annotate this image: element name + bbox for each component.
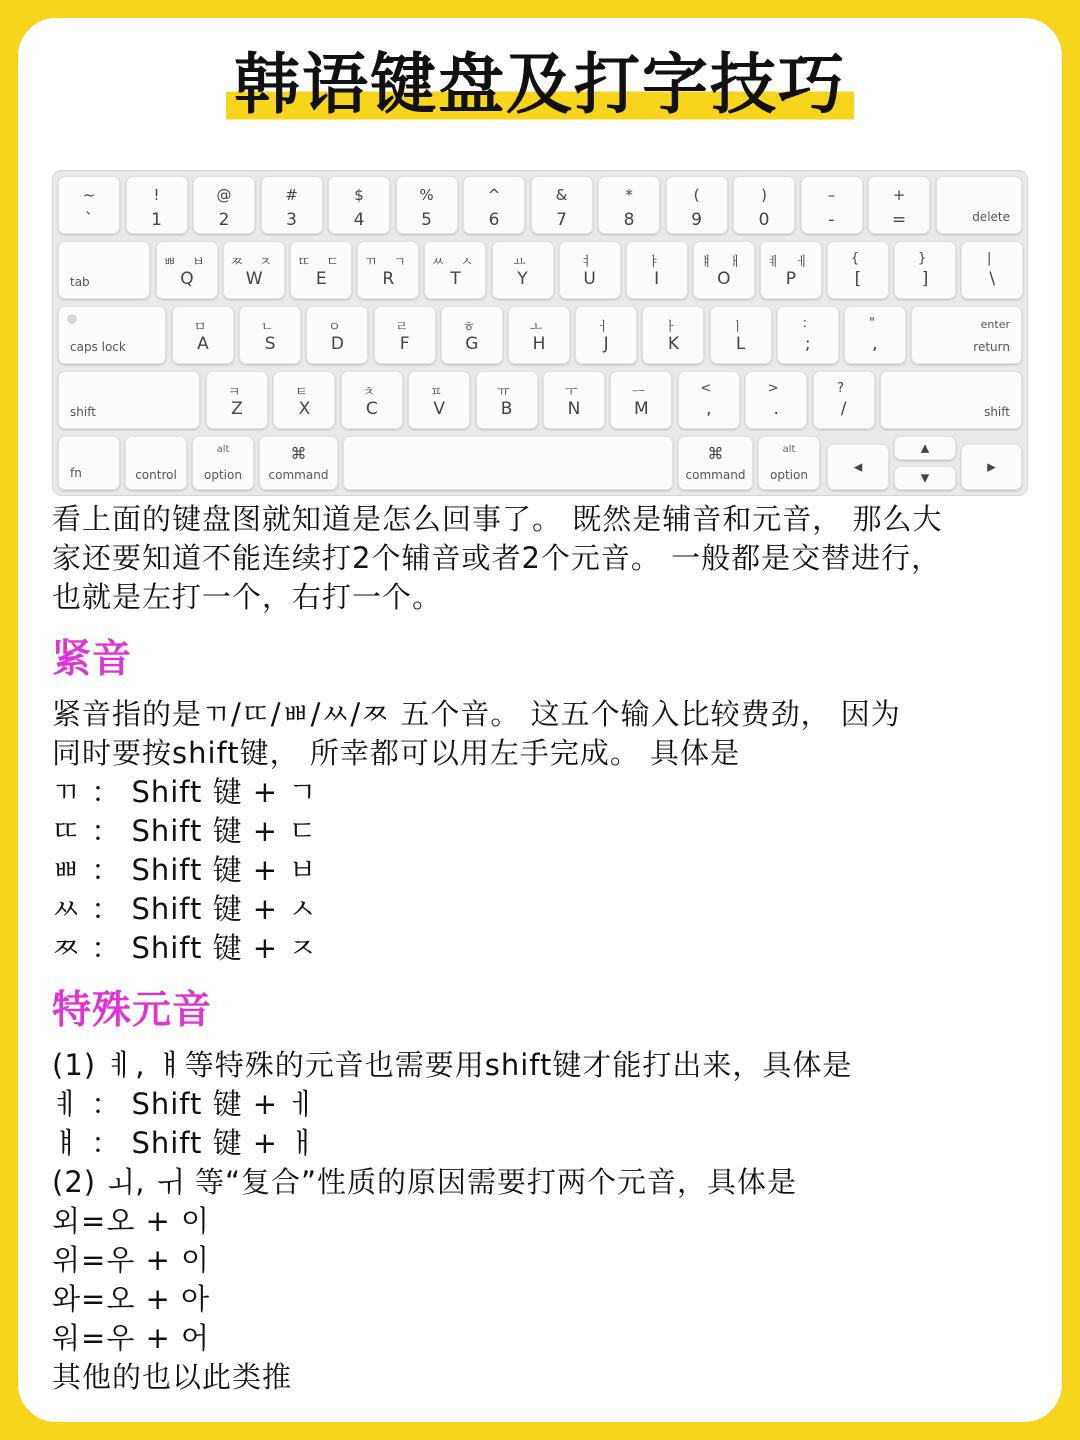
arrow-right-icon: ▶ <box>987 460 996 474</box>
key-hangul-label: ㅛ <box>513 255 532 270</box>
key-latin-label: N <box>567 399 581 419</box>
section2-line: 워=우 + 어 <box>52 1321 211 1355</box>
key-number <box>58 176 120 234</box>
key-hangul-label: ㅠ <box>497 385 516 400</box>
key-hangul-label: ㅓ <box>596 320 616 335</box>
key-letter <box>626 241 688 299</box>
key-latin-label: ; <box>804 334 811 354</box>
key-number <box>666 176 728 234</box>
key-letter <box>441 306 503 364</box>
key-hangul-label: { <box>850 251 866 266</box>
key-arrow-right <box>961 444 1022 490</box>
intro-line: 看上面的键盘图就知道是怎么回事了。 既然是辅音和元音， 那么大 <box>52 502 943 536</box>
key-hangul-label: " <box>869 316 881 331</box>
key-letter <box>745 371 807 429</box>
key-upper-label: @ <box>216 186 232 204</box>
key-latin-label: I <box>654 269 660 289</box>
key-number <box>868 176 930 234</box>
key-hangul-label: ㅖ ㅔ <box>767 255 815 270</box>
key-hangul-label: ㅆ ㅅ <box>431 255 480 270</box>
key-latin-label: C <box>365 399 378 419</box>
key-latin-label: J <box>603 334 609 354</box>
key-upper-label: % <box>419 186 434 204</box>
key-hangul-label: | <box>986 251 998 266</box>
key-lower-label: = <box>891 210 907 230</box>
key-letter <box>844 306 906 364</box>
intro-line: 也就是左打一个，右打一个。 <box>52 580 443 614</box>
key-lower-label: 3 <box>286 210 297 230</box>
section2-line: (1) ㅖ, ㅒ等特殊的元音也需要用shift键才能打出来，具体是 <box>52 1048 853 1082</box>
key-return <box>911 306 1022 364</box>
key-shift-left <box>58 371 200 429</box>
key-number <box>598 176 660 234</box>
key-arrow-down <box>894 466 956 490</box>
key-upper-label: * <box>625 186 633 204</box>
key-hangul-label: ㅣ <box>731 320 750 335</box>
key-upper-label: # <box>285 186 298 204</box>
key-latin-label: \ <box>989 269 996 289</box>
key-letter <box>777 306 839 364</box>
key-upper-label: + <box>892 186 906 204</box>
key-upper-label: ! <box>153 186 160 204</box>
key-letter <box>341 371 403 429</box>
section2-line: (2) ㅚ, ㅟ 等“复合”性质的原因需要打两个元音，具体是 <box>52 1165 798 1199</box>
key-latin-label: H <box>532 334 546 354</box>
arrow-down-icon: ▼ <box>920 471 930 485</box>
section2-line: 其他的也以此类推 <box>52 1360 293 1394</box>
key-hangul-label: ㅊ <box>362 385 382 400</box>
key-label: enter <box>980 318 1010 331</box>
key-command-right <box>678 436 753 490</box>
key-label: shift <box>70 405 96 419</box>
key-upper-label: & <box>555 186 568 204</box>
key-letter <box>710 306 772 364</box>
key-latin-label: Z <box>231 399 243 419</box>
key-label: alt <box>216 444 230 455</box>
key-number <box>733 176 795 234</box>
key-control <box>125 436 187 490</box>
key-space <box>343 436 673 490</box>
key-lower-label: 8 <box>623 210 635 230</box>
key-number <box>463 176 525 234</box>
section2-line: 위=우 + 이 <box>52 1243 211 1277</box>
key-hangul-label: ? <box>837 381 851 396</box>
key-caps-lock <box>58 306 166 364</box>
intro-line: 家还要知道不能连续打2个辅音或者2个元音。 一般都是交替进行， <box>52 541 942 575</box>
key-number <box>531 176 593 234</box>
rule-line: ㄲ ： Shift 键 + ㄱ <box>52 775 318 809</box>
key-latin-label: A <box>197 334 209 354</box>
key-number <box>261 176 323 234</box>
command-icon: ⌘ <box>290 444 307 463</box>
section2-line: ㅒ ： Shift 键 + ㅐ <box>52 1126 318 1160</box>
key-upper-label: ) <box>761 186 767 204</box>
key-hangul-label: ㄸ ㄷ <box>297 255 345 270</box>
key-letter <box>813 371 875 429</box>
key-label: caps lock <box>70 340 126 354</box>
key-latin-label: W <box>245 269 263 289</box>
key-label: shift <box>984 405 1010 419</box>
key-command-left <box>259 436 338 490</box>
key-hangul-label: } <box>917 251 933 266</box>
key-letter <box>290 241 352 299</box>
key-lower-label: 0 <box>758 210 770 230</box>
key-upper-label: ~ <box>82 186 96 204</box>
key-hangul-label: ㅗ <box>529 320 549 335</box>
key-hangul-label: ㅃ ㅂ <box>163 255 211 270</box>
section-title-tense: 紧音 <box>52 637 133 682</box>
key-latin-label: T <box>450 269 461 289</box>
rule-line: ㅆ ： Shift 键 + ㅅ <box>52 892 318 926</box>
key-latin-label: U <box>583 269 596 289</box>
key-number <box>328 176 390 234</box>
key-letter <box>172 306 234 364</box>
article-body <box>52 500 1032 1397</box>
key-latin-label: ] <box>921 269 929 289</box>
key-number <box>126 176 188 234</box>
key-letter <box>206 371 268 429</box>
key-label: option <box>204 468 242 482</box>
key-letter <box>543 371 605 429</box>
key-letter <box>678 371 740 429</box>
key-hangul-label: ㄲ ㄱ <box>364 255 412 270</box>
key-label: return <box>973 340 1010 354</box>
key-letter <box>492 241 554 299</box>
key-latin-label: [ <box>854 269 862 289</box>
key-fn <box>58 436 120 490</box>
key-lower-label: 5 <box>421 210 432 230</box>
key-hangul-label: ㅇ <box>328 320 347 335</box>
key-letter <box>306 306 368 364</box>
key-latin-label: V <box>433 399 445 419</box>
key-lower-label: 6 <box>488 210 500 230</box>
key-latin-label: L <box>735 334 746 354</box>
key-arrow-up <box>894 436 956 460</box>
command-icon: ⌘ <box>707 444 724 463</box>
key-hangul-label: ㅎ <box>462 320 482 335</box>
key-latin-label: P <box>785 269 797 289</box>
key-letter <box>239 306 301 364</box>
key-hangul-label: ㅜ <box>564 385 584 400</box>
title-wrap <box>0 44 1080 126</box>
key-hangul-label: ㄹ <box>395 320 414 335</box>
key-hangul-label: ㄴ <box>260 320 280 335</box>
key-letter <box>610 371 672 429</box>
key-letter <box>894 241 956 299</box>
key-hangul-label: ㅒ ㅐ <box>700 255 748 270</box>
key-latin-label: K <box>667 334 679 354</box>
key-lower-label: 4 <box>353 210 365 230</box>
key-label: command <box>685 468 746 482</box>
key-hangul-label: < <box>700 381 718 396</box>
key-hangul-label: ㅑ <box>647 255 666 270</box>
key-label: alt <box>782 444 796 455</box>
key-letter <box>575 306 637 364</box>
key-hangul-label: ㅕ <box>580 255 599 270</box>
section2-line: ㅖ ： Shift 键 + ㅔ <box>52 1087 318 1121</box>
key-latin-label: G <box>465 334 479 354</box>
key-upper-label: $ <box>354 186 364 204</box>
key-label: fn <box>70 466 82 480</box>
key-lower-label: ` <box>84 210 94 230</box>
key-latin-label: B <box>500 399 513 419</box>
key-latin-label: D <box>330 334 344 354</box>
key-letter <box>559 241 621 299</box>
key-latin-label: . <box>773 399 779 419</box>
key-latin-label: S <box>264 334 276 354</box>
key-tab <box>58 241 150 299</box>
key-number <box>801 176 863 234</box>
key-shift-right <box>880 371 1022 429</box>
key-latin-label: R <box>382 269 395 289</box>
key-letter <box>408 371 470 429</box>
key-arrow-left <box>827 444 889 490</box>
key-upper-label: – <box>827 186 836 204</box>
key-letter <box>760 241 822 299</box>
keyboard-image <box>52 170 1028 496</box>
key-latin-label: F <box>399 334 410 354</box>
key-lower-label: - <box>828 210 835 230</box>
key-option-right <box>758 436 820 490</box>
key-latin-label: , <box>706 399 712 419</box>
key-label: command <box>268 468 329 482</box>
key-lower-label: 1 <box>151 210 162 230</box>
key-letter <box>374 306 436 364</box>
key-hangul-label: ㅁ <box>193 320 213 335</box>
key-hangul-label: ㅏ <box>664 320 683 335</box>
key-upper-label: ( <box>693 186 700 204</box>
arrow-left-icon: ◀ <box>853 460 863 474</box>
key-letter <box>827 241 889 299</box>
page-title: 韩语键盘及打字技巧 <box>226 44 854 126</box>
section2-line: 외=오 + 이 <box>52 1204 211 1238</box>
section-title-special-vowels: 特殊元音 <box>52 988 213 1033</box>
key-lower-label: 2 <box>218 210 230 230</box>
key-latin-label: O <box>717 269 731 289</box>
key-letter <box>273 371 335 429</box>
key-letter <box>223 241 285 299</box>
key-label: tab <box>70 275 90 289</box>
key-letter <box>476 371 538 429</box>
arrow-up-icon: ▲ <box>920 441 930 455</box>
key-latin-label: / <box>840 399 847 419</box>
section1-text: 紧音指的是ㄲ/ㄸ/ㅃ/ㅆ/ㅉ 五个音。 这五个输入比较费劲， 因为 <box>52 697 901 731</box>
key-latin-label: Q <box>180 269 194 289</box>
key-letter <box>693 241 755 299</box>
key-hangul-label: : <box>802 316 813 331</box>
key-latin-label: , <box>872 334 878 354</box>
section2-line: 와=오 + 아 <box>52 1282 211 1316</box>
key-letter <box>357 241 419 299</box>
key-latin-label: M <box>634 399 649 419</box>
key-hangul-label: ㅌ <box>295 385 314 400</box>
key-hangul-label: ㅍ <box>429 385 449 400</box>
key-latin-label: E <box>315 269 327 289</box>
key-number <box>193 176 255 234</box>
caps-indicator <box>67 314 77 324</box>
key-lower-label: 9 <box>691 210 702 230</box>
rule-line: ㅉ ： Shift 键 + ㅈ <box>52 931 318 965</box>
section1-text: 同时要按shift键， 所幸都可以用左手完成。 具体是 <box>52 736 741 770</box>
key-delete <box>936 176 1023 234</box>
key-label: control <box>135 468 177 482</box>
key-latin-label: X <box>298 399 311 419</box>
key-letter <box>642 306 704 364</box>
key-letter <box>508 306 570 364</box>
key-hangul-label: ㅡ <box>632 385 651 400</box>
key-hangul-label: ㅉ ㅈ <box>230 255 278 270</box>
key-hangul-label: > <box>767 381 785 396</box>
key-letter <box>961 241 1023 299</box>
key-label: delete <box>972 210 1010 224</box>
rule-line: ㅃ ： Shift 键 + ㅂ <box>52 853 318 887</box>
key-latin-label: Y <box>517 269 528 289</box>
key-upper-label: ^ <box>487 186 501 204</box>
rule-line: ㄸ ： Shift 键 + ㄷ <box>52 814 318 848</box>
key-hangul-label: ㅋ <box>227 385 247 400</box>
key-option-left <box>192 436 254 490</box>
key-letter <box>156 241 218 299</box>
key-label: option <box>770 468 808 482</box>
key-lower-label: 7 <box>556 210 567 230</box>
key-number <box>396 176 458 234</box>
key-letter <box>424 241 486 299</box>
